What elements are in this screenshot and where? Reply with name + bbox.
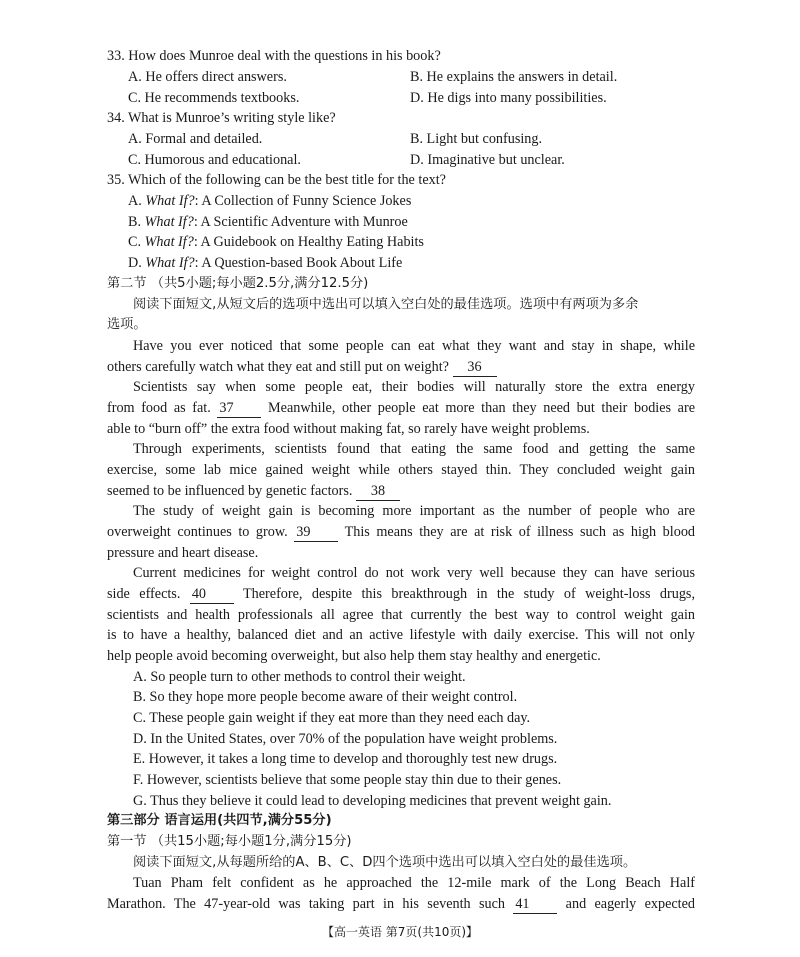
passage-p2-line3: able to “burn off” the extra food without making fat, so rarely have weight problems. — [107, 421, 590, 437]
passage-p5-line4: is to have a healthy, balanced diet and an active lifestyle with daily exercise. This will not only — [107, 627, 695, 643]
passage-p1-line2: others carefully watch what they eat and still put on weight? 36 — [107, 358, 497, 377]
part-3-heading: 第三部分 语言运用(共四节,满分55分) — [107, 813, 332, 828]
part-3-section-1-heading: 第一节 （共15小题;每小题1分,满分15分) — [107, 834, 352, 849]
part-3-instruction: 阅读下面短文,从每题所给的A、B、C、D四个选项中选出可以填入空白处的最佳选项。 — [133, 855, 637, 870]
passage-p3-line2: exercise, some lab mice gained weight while others stayed thin. They concluded weight gain — [107, 462, 695, 478]
choice-e: E. However, it takes a long time to develop and thoroughly test new drugs. — [133, 751, 558, 767]
choice-g: G. Thus they believe it could lead to developing medicines that prevent weight gain. — [133, 793, 612, 809]
question-35-option-c: C. What If?: A Guidebook on Healthy Eating Habits — [128, 234, 424, 250]
passage-p1-line1: Have you ever noticed that some people can eat what they want and stay in shape, while — [133, 338, 695, 354]
passage-p3-line1: Through experiments, scientists found that eating the same food and getting the same — [133, 441, 695, 457]
question-34-option-d: D. Imaginative but unclear. — [410, 152, 565, 168]
section-2-instruction-line2: 选项。 — [107, 317, 147, 332]
passage-p5-line5: help people avoid becoming overweight, but also help them stay healthy and energetic. — [107, 648, 601, 664]
question-34-option-b: B. Light but confusing. — [410, 131, 543, 147]
blank-36: 36 — [453, 358, 497, 377]
choice-c: C. These people gain weight if they eat more than they need each day. — [133, 710, 531, 726]
question-34-stem: 34. What is Munroe’s writing style like? — [107, 110, 336, 126]
passage-p4-line2: overweight continues to grow. 39 This means they are at risk of illness such as high blood — [107, 524, 696, 540]
blank-39: 39 — [294, 523, 338, 542]
question-33-stem: 33. How does Munroe deal with the questions in his book? — [107, 48, 441, 64]
part-3-passage-line2: Marathon. The 47-year-old was taking part in his seventh such 41 and eagerly expected — [107, 896, 695, 912]
passage-p3-line3: seemed to be influenced by genetic factors. 38 — [107, 482, 400, 501]
question-35-option-d: D. What If?: A Question-based Book About Life — [128, 255, 403, 271]
section-2-instruction-line1: 阅读下面短文,从短文后的选项中选出可以填入空白处的最佳选项。选项中有两项为多余 — [133, 297, 639, 312]
question-35-stem: 35. Which of the following can be the best title for the text? — [107, 172, 446, 188]
passage-p4-line1: The study of weight gain is becoming more important as the number of people who are — [133, 503, 695, 519]
question-33-option-d: D. He digs into many possibilities. — [410, 90, 607, 106]
page-footer: 【高一英语 第7页(共10页)】 — [321, 925, 479, 939]
passage-p2-line2: from food as fat. 37 Meanwhile, other people eat more than they need but their bodies are — [107, 400, 695, 416]
choice-d: D. In the United States, over 70% of the population have weight problems. — [133, 731, 558, 747]
passage-p4-line3: pressure and heart disease. — [107, 545, 259, 561]
question-33-option-b: B. He explains the answers in detail. — [410, 69, 618, 85]
question-34-option-c: C. Humorous and educational. — [128, 152, 301, 168]
choice-f: F. However, scientists believe that some people stay thin due to their genes. — [133, 772, 562, 788]
blank-41: 41 — [513, 895, 557, 914]
passage-p2-line1: Scientists say when some people eat, their bodies will naturally store the extra energy — [133, 379, 695, 395]
section-2-heading: 第二节 （共5小题;每小题2.5分,满分12.5分) — [107, 276, 369, 291]
passage-p5-line3: scientists and health professionals all agree that currently the best way to control weight gain — [107, 607, 695, 623]
blank-40: 40 — [190, 585, 234, 604]
choice-a: A. So people turn to other methods to control their weight. — [133, 669, 466, 685]
part-3-passage-line1: Tuan Pham felt confident as he approached the 12-mile mark of the Long Beach Half — [133, 875, 695, 891]
question-35-option-b: B. What If?: A Scientific Adventure with Munroe — [128, 214, 408, 230]
question-33-option-a: A. He offers direct answers. — [128, 69, 287, 85]
passage-p5-line1: Current medicines for weight control do not work very well because they can have serious — [133, 565, 695, 581]
blank-38: 38 — [356, 482, 400, 501]
question-34-option-a: A. Formal and detailed. — [128, 131, 263, 147]
blank-37: 37 — [217, 399, 261, 418]
passage-p5-line2: side effects. 40 Therefore, despite this breakthrough in the study of weight-loss drugs, — [107, 586, 696, 602]
question-35-option-a: A. What If?: A Collection of Funny Science Jokes — [128, 193, 412, 209]
choice-b: B. So they hope more people become aware of their weight control. — [133, 689, 518, 705]
question-33-option-c: C. He recommends textbooks. — [128, 90, 300, 106]
